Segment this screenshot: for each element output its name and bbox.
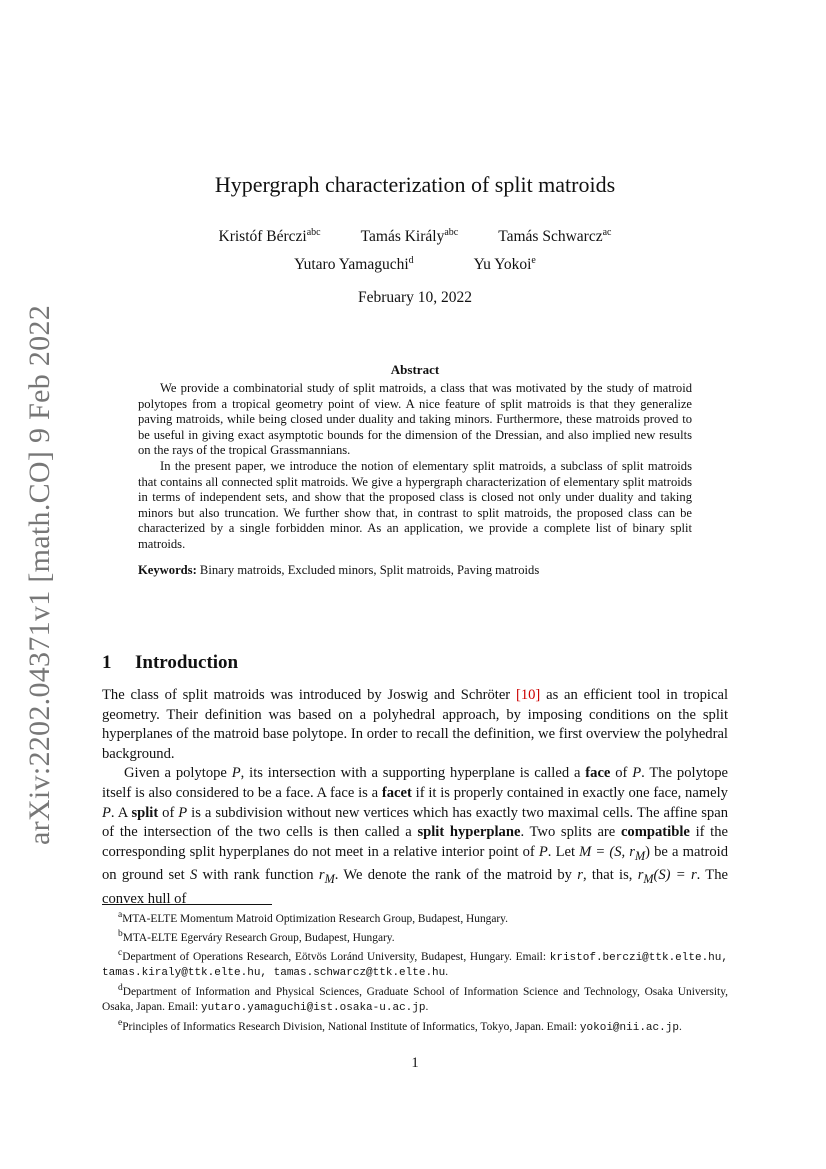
email-address[interactable]: yutaro.yamaguchi@ist.osaka-u.ac.jp	[201, 1002, 426, 1015]
abstract	[138, 381, 692, 578]
term-split-hyperplane: split hyperplane	[417, 824, 521, 841]
footnote-rule	[102, 904, 272, 905]
author: Yutaro Yamaguchi$^d$	[294, 255, 414, 274]
authors-row-1	[102, 227, 728, 246]
author: Kristóf Bérczi$^{abc}$	[218, 227, 321, 246]
abstract-heading: Abstract	[390, 362, 440, 377]
footnotes	[102, 908, 728, 1036]
citation-link[interactable]: [10]	[515, 687, 541, 703]
body-paragraph: The class of split matroids was introduced by Joswig and Schröter [10] as an efficient tool in tropical geometry. Their definition was based on a polyhedral approach, by imposing conditions on the split hyperplanes of the matroid base polytope. In order to recall the definition, we first overview the polyhedral background.	[102, 687, 728, 762]
footnote: $^d$Department of Information and Physical Sciences, Graduate School of Information Science and Technology, Osaka University, Osaka, Japan. Email: yutaro.yamaguchi@ist.osaka-u.ac.jp.	[102, 983, 728, 1015]
email-address[interactable]: yokoi@nii.ac.jp	[579, 1021, 679, 1034]
section-number: 1	[102, 652, 112, 673]
term-face: face	[585, 765, 611, 782]
page-number: 1	[411, 1055, 419, 1071]
footnote: $^b$MTA-ELTE Egerváry Research Group, Budapest, Hungary.	[118, 928, 395, 944]
paper-title: Hypergraph characterization of split matroids	[214, 172, 616, 197]
arxiv-stamp	[16, 305, 64, 845]
author: Tamás Király$^{abc}$	[360, 227, 459, 246]
paper-date: February 10, 2022	[357, 289, 473, 306]
term-compatible: compatible	[620, 824, 690, 841]
term-split: split	[131, 804, 159, 821]
abstract-paragraph: We provide a combinatorial study of split matroids, a class that was motivated by the study of matroid polytopes from a tropical geometry point of view. A nice feature of split matroids is that they generalize paving matroids, while being closed under duality and taking minors. Furthermore, these matroids proved to be useful in giving exact asymptotic bounds for the dimension of the Dressian, and also implied new results on the rays of the tropical Grassmannians.	[138, 381, 692, 458]
keywords	[138, 563, 692, 579]
footnote: $^c$Department of Operations Research, Eötvös Loránd University, Budapest, Hungary. Email: kristof.berczi@ttk.elte.hu, tamas.kiraly@ttk.elte.hu, tamas.schwarcz@ttk.elte.hu.	[102, 947, 728, 980]
section-heading	[102, 652, 238, 674]
section-title: Introduction	[135, 652, 239, 673]
abstract-paragraph: In the present paper, we introduce the notion of elementary split matroids, a subclass of split matroids that contains all connected split matroids. We give a hypergraph characterization of elementary split matroids in terms of independent sets, and show that the proposed class is closed not only under duality and taking minors but also truncation. We further show that, in contrast to split matroids, the proposed class can be characterized by a single forbidden minor. As an application, we provide a complete list of binary split matroids.	[138, 458, 692, 551]
term-facet: facet	[381, 784, 412, 801]
body-paragraph: Given a polytope P, its intersection with a supporting hyperplane is called a face of P. The polytope itself is also considered to be a face. A face is a facet if it is properly contained in exactly one face, namely P. A split of P is a subdivision without new vertices which has exactly two maximal cells. The affine span of the intersection of the two cells is then called a split hyperplane. Two splits are compatible if the corresponding split hyperplanes do not meet in a relative interior point of P. Let M = (S, $r_M$) be a matroid on ground set S with rank function $r_M$. We denote the rank of the matroid by r, that is, $r_M(S) = r$. The convex hull of	[102, 765, 729, 907]
author: Yu Yokoi$^e$	[473, 255, 536, 274]
email-addresses[interactable]: kristof.berczi@ttk.elte.hu, tamas.kiraly@ttk.elte.hu, tamas.schwarcz@ttk.elte.hu	[102, 951, 728, 980]
arxiv-stamp-text: arXiv:2202.04371v1 [math.CO] 9 Feb 2022	[23, 305, 57, 845]
footnote: $^a$MTA-ELTE Momentum Matroid Optimization Research Group, Budapest, Hungary.	[118, 910, 508, 925]
introduction-body	[102, 686, 728, 909]
author: Tamás Schwarcz$^{ac}$	[498, 227, 612, 246]
keywords-label: Keywords:	[138, 562, 197, 577]
footnote: $^e$Principles of Informatics Research Division, National Institute of Informatics, Tokyo, Japan. Email: yokoi@nii.ac.jp.	[118, 1018, 682, 1034]
keywords-list: Binary matroids, Excluded minors, Split matroids, Paving matroids	[199, 562, 540, 577]
authors-row-2	[102, 255, 728, 274]
